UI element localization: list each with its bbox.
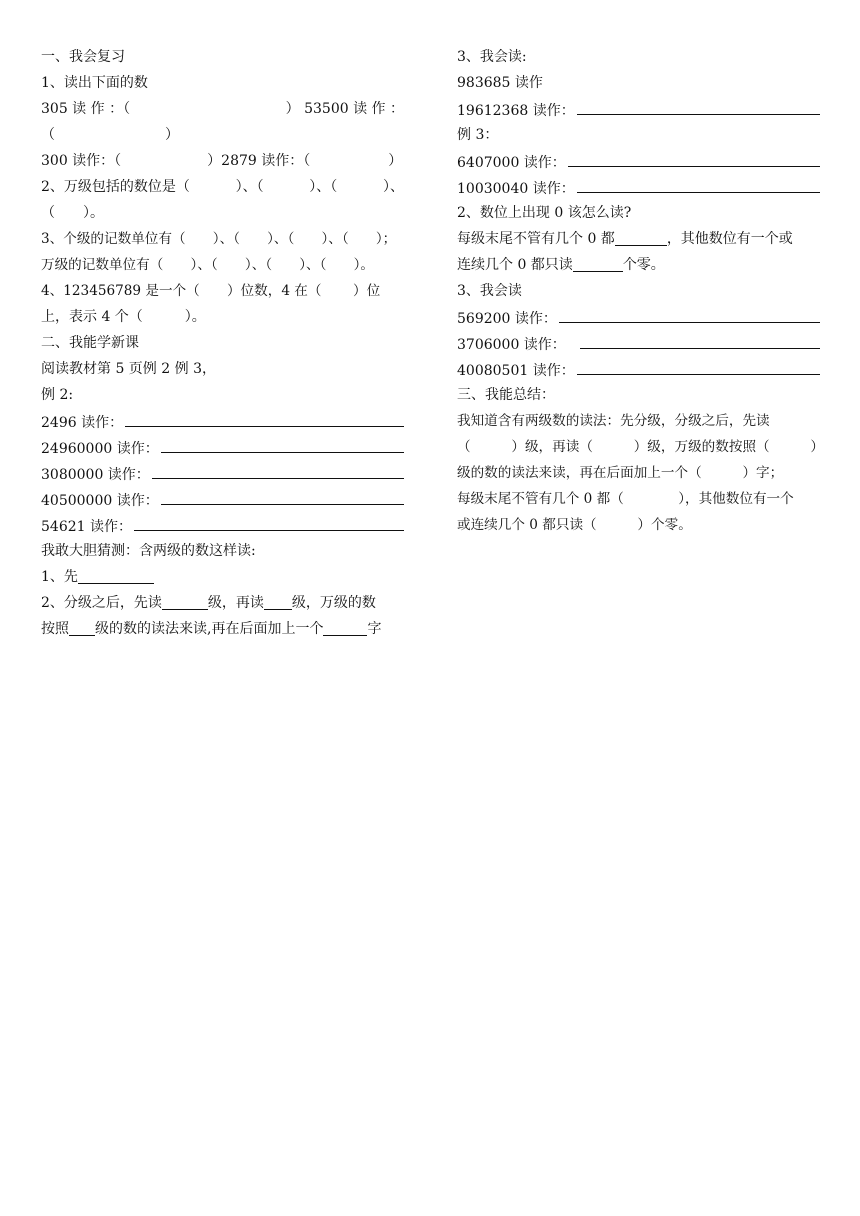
lesson-intro: 阅读教材第 5 页例 2 例 3， (41, 361, 216, 377)
q2-line1: 2、万级包括的数位是（ ）、（ ）、（ ）、 (41, 179, 404, 195)
read-item: 19612368 读作： (457, 96, 820, 122)
read-item: 983685 读作 (457, 75, 543, 91)
guess-2-line1: 2、分级之后，先读 级，再读 级，万级的数 (41, 595, 376, 611)
blank[interactable] (323, 619, 367, 636)
blank[interactable] (615, 229, 667, 246)
summary-title: 三、我能总结： (457, 387, 555, 403)
read-item: 54621 读作： (41, 512, 404, 538)
q1-line3: 300 读作：（ ）2879 读作：（ ） (41, 153, 403, 169)
q4-line1: 4、123456789 是一个（ ）位数，4 在（ ）位 (41, 283, 381, 299)
q1-title: 1、读出下面的数 (41, 75, 148, 91)
answer-line[interactable] (568, 148, 820, 167)
blank[interactable] (162, 593, 208, 610)
blank[interactable] (264, 593, 292, 610)
answer-line[interactable] (152, 460, 404, 479)
q1-line1: 305 读 作 ：（ ） 53500 读 作 ： (41, 101, 404, 117)
read-item: 24960000 读作： (41, 434, 404, 460)
read-item: 2496 读作： (41, 408, 404, 434)
example2-title: 例 2: (41, 387, 74, 403)
section-review-title: 一、我会复习 (41, 49, 125, 65)
section-new-lesson-title: 二、我能学新课 (41, 335, 139, 351)
read-item: 40080501 读作： (457, 356, 820, 382)
answer-line[interactable] (161, 434, 404, 453)
guess-1: 1、先 (41, 564, 404, 590)
answer-line[interactable] (134, 512, 404, 531)
answer-line[interactable] (577, 96, 820, 115)
zero-rule-line1: 每级末尾不管有几个 0 都 ，其他数位有一个或 (457, 231, 793, 247)
zero-question: 2、数位上出现 0 该怎么读? (457, 205, 632, 221)
answer-line[interactable] (577, 174, 820, 193)
summary-line: 或连续几个 0 都只读（ ）个零。 (457, 517, 692, 533)
summary-line: 我知道含有两级数的读法：先分级，分级之后，先读 (457, 413, 770, 429)
blank[interactable] (78, 567, 154, 584)
summary-line: 每级末尾不管有几个 0 都（ ），其他数位有一个 (457, 491, 794, 507)
read-item: 3080000 读作： (41, 460, 404, 486)
read-item: 40500000 读作： (41, 486, 404, 512)
read-item: 569200 读作： (457, 304, 820, 330)
q1-line2: （ ） (41, 127, 179, 143)
q2-line2: （ ）。 (41, 205, 104, 221)
answer-line[interactable] (559, 304, 820, 323)
blank[interactable] (573, 255, 623, 272)
read-section-2-title: 3、我会读 (457, 283, 522, 299)
answer-line[interactable] (125, 408, 404, 427)
answer-line[interactable] (161, 486, 404, 505)
answer-line[interactable] (577, 356, 820, 375)
answer-line[interactable] (580, 330, 820, 349)
q4-line2: 上，表示 4 个（ ）。 (41, 309, 206, 325)
read-item: 3706000 读作： (457, 330, 820, 356)
summary-line: 级的数的读法来读，再在后面加上一个（ ）字； (457, 465, 784, 481)
read-item: 6407000 读作： (457, 148, 820, 174)
guess-title: 我敢大胆猜测：含两级的数这样读: (41, 543, 256, 559)
left-column (41, 44, 404, 642)
blank[interactable] (69, 619, 95, 636)
read-section-title: 3、我会读: (457, 49, 527, 65)
example3-title: 例 3： (457, 127, 499, 143)
guess-2-line2: 按照 级的数的读法来读,再在后面加上一个 字 (41, 621, 382, 637)
q3-line1: 3、个级的记数单位有（ ）、（ ）、（ ）、（ ）； (41, 231, 397, 247)
right-column (457, 44, 825, 538)
read-item: 10030040 读作： (457, 174, 820, 200)
q3-line2: 万级的记数单位有（ ）、（ ）、（ ）、（ ）。 (41, 257, 375, 273)
zero-rule-line2: 连续几个 0 都只读 个零。 (457, 257, 665, 273)
summary-line: （ ）级，再读（ ）级，万级的数按照（ ） (457, 439, 825, 455)
